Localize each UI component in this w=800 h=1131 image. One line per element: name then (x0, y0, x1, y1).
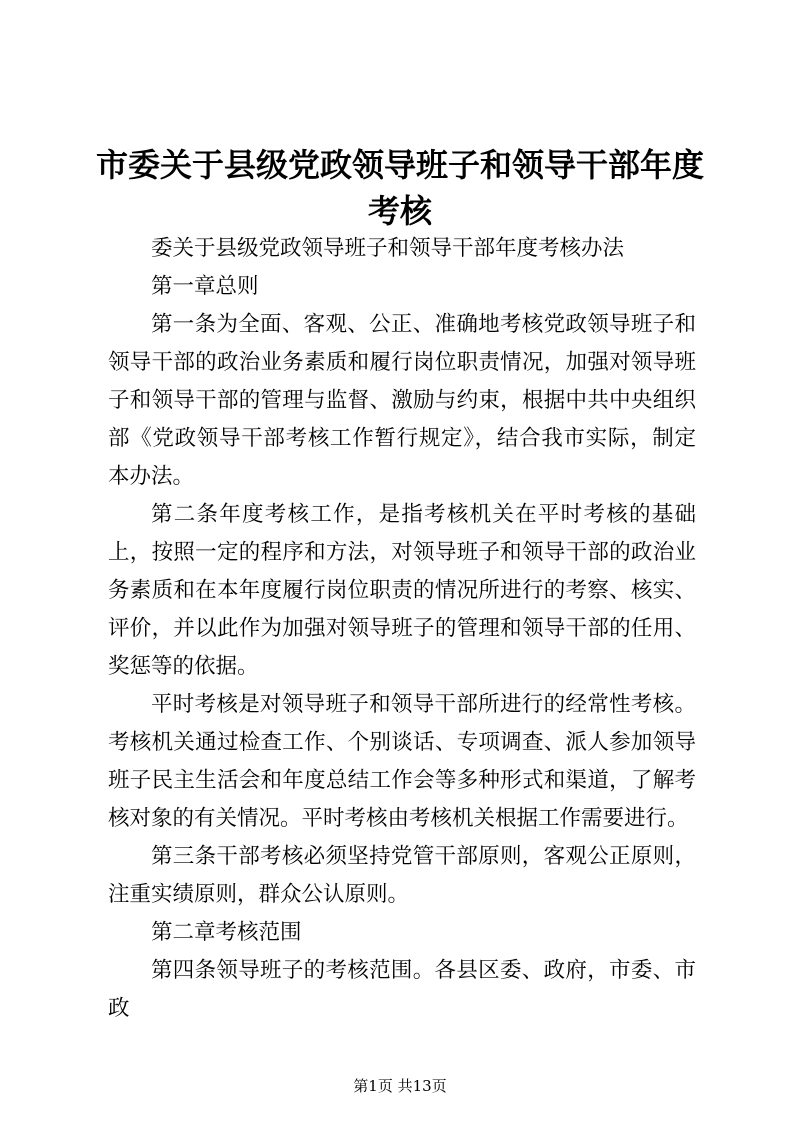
article-paragraph: 平时考核是对领导班子和领导干部所进行的经常性考核。考核机关通过检查工作、个别谈话、专项调查、派人参加领导班子民主生活会和年度总结工作会等多种形式和渠道，了解考核对象的有关情况。平时考核由考核机关根据工作需要进行。 (108, 692, 696, 831)
page-number-label: 第1页 共13页 (353, 1077, 447, 1095)
article-paragraph: 第二条年度考核工作，是指考核机关在平时考核的基础上，按照一定的程序和方法，对领导班子和领导干部的政治业务素质和在本年度履行岗位职责的情况所进行的考察、核实、评价，并以此作为加强对领导班子的管理和领导干部的任用、奖惩等的依据。 (108, 502, 696, 679)
page-footer (0, 1076, 800, 1096)
article-paragraph: 第四条领导班子的考核范围。各县区委、政府，市委、市政 (108, 958, 696, 1021)
article-paragraph: 第三条干部考核必须坚持党管干部原则，客观公正原则，注重实绩原则，群众公认原则。 (108, 844, 696, 907)
document-body (108, 230, 696, 1028)
chapter-heading: 第二章考核范围 (151, 920, 302, 945)
subtitle-paragraph: 委关于县级党政领导班子和领导干部年度考核办法 (151, 236, 625, 261)
article-paragraph: 第一条为全面、客观、公正、准确地考核党政领导班子和领导干部的政治业务素质和履行岗位职责情况，加强对领导班子和领导干部的管理与监督、激励与约束，根据中共中央组织部《党政领导干部考核工作暂行规定》，结合我市实际，制定本办法。 (108, 312, 696, 489)
document-title: 市委关于县级党政领导班子和领导干部年度考核 (95, 146, 704, 230)
chapter-heading: 第一章总则 (151, 274, 259, 299)
